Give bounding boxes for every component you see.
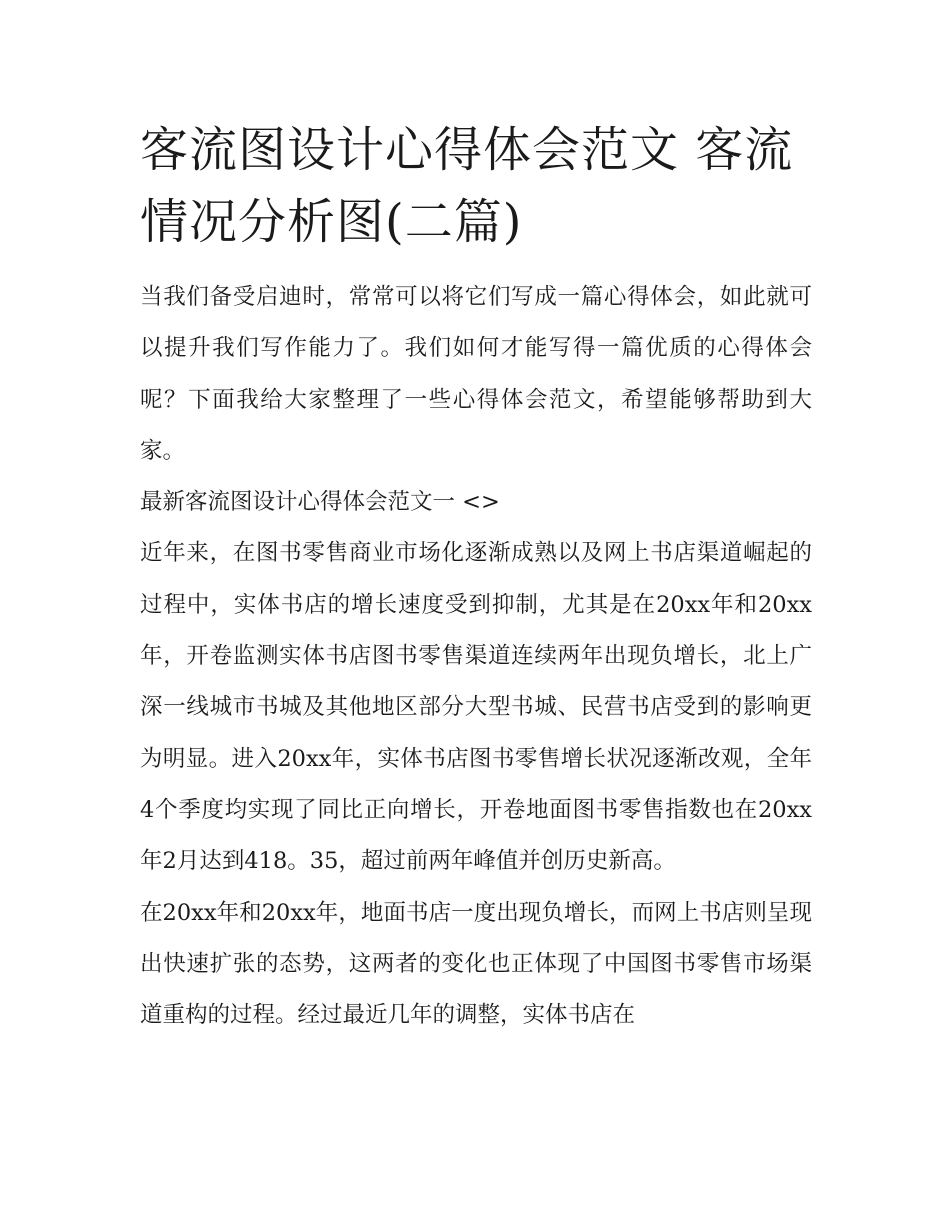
section-heading: 最新客流图设计心得体会范文一 <> [140, 489, 500, 516]
intro-paragraph: 当我们备受启迪时，常常可以将它们写成一篇心得体会，如此就可以提升我们写作能力了。我们如何才能写得一篇优质的心得体会呢？下面我给大家整理了一些心得体会范文，希望能够帮助到大家。 [140, 284, 812, 464]
body-paragraph: 近年来，在图书零售商业市场化逐渐成熟以及网上书店渠道崛起的过程中，实体书店的增长速度受到抑制，尤其是在20xx年和20xx年，开卷监测实体书店图书零售渠道连续两年出现负增长，北上广深一线城市书城及其他地区部分大型书城、民营书店受到的影响更为明显。进入20xx年，实体书店图书零售增长状况逐渐改观，全年4个季度均实现了同比正向增长，开卷地面图书零售指数也在20xx年2月达到418。35，超过前两年峰值并创历史新高。 [140, 540, 812, 875]
document-title: 客流图设计心得体会范文 客流情况分析图(二篇) [140, 122, 794, 250]
body-paragraph: 在20xx年和20xx年，地面书店一度出现负增长，而网上书店则呈现出快速扩张的态势，这两者的变化也正体现了中国图书零售市场渠道重构的过程。经过最近几年的调整，实体书店在 [140, 899, 812, 1029]
document-body [140, 272, 812, 1041]
document-page [140, 114, 812, 1041]
